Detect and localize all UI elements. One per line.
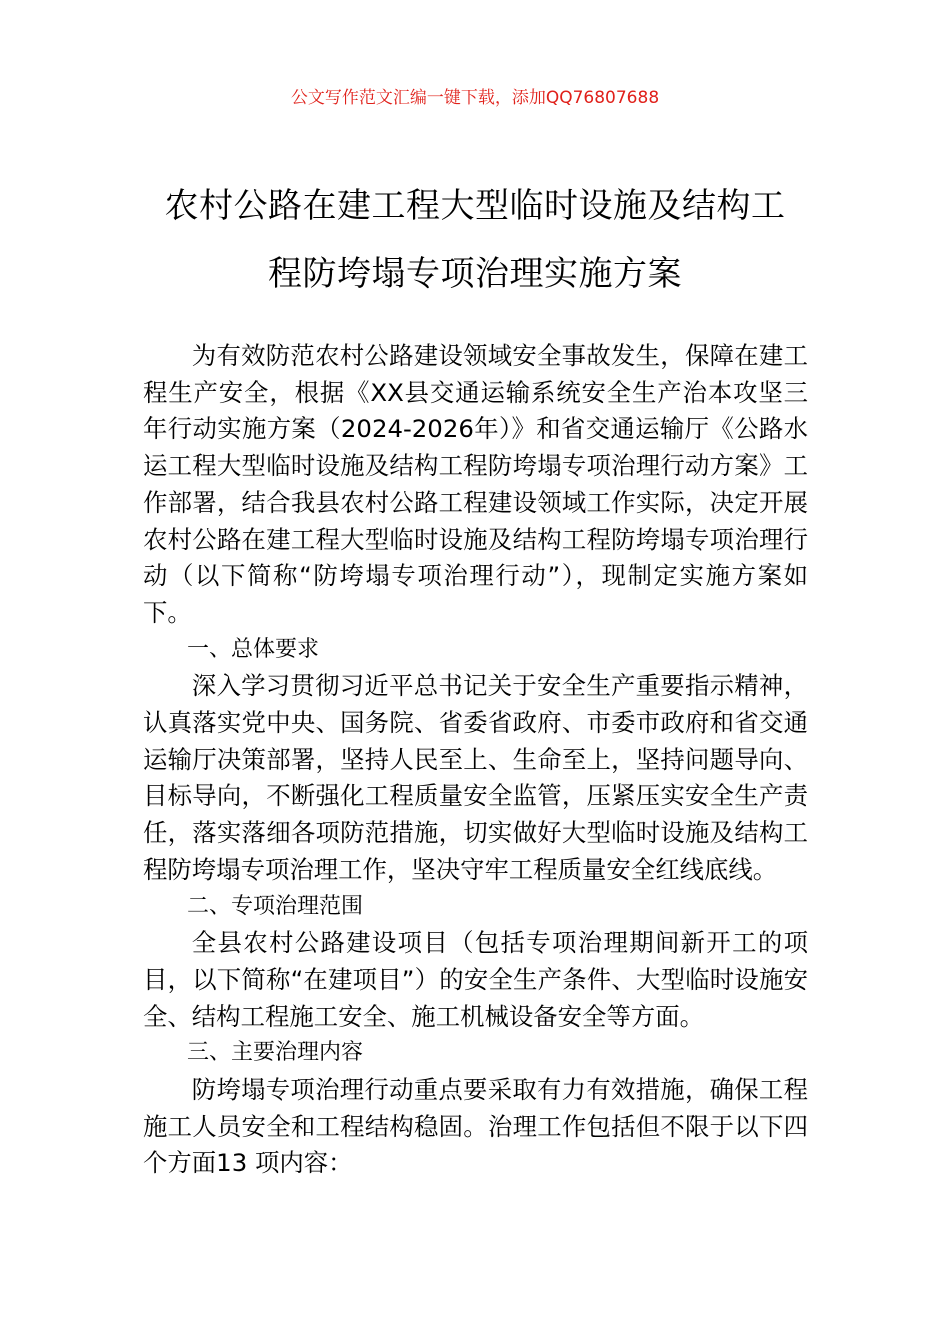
document-title [0, 172, 950, 308]
document-body [143, 338, 808, 1182]
section-paragraph-1: 深入学习贯彻习近平总书记关于安全生产重要指示精神，认真落实党中央、国务院、省委省政府、市委市政府和省交通运输厅决策部署，坚持人民至上、生命至上，坚持问题导向、目标导向，不断强化工程质量安全监管，压紧压实安全生产责任，落实落细各项防范措施，切实做好大型临时设施及结构工程防垮塌专项治理工作，坚决守牢工程质量安全红线底线。 [143, 671, 808, 884]
section-paragraph-2: 全县农村公路建设项目（包括专项治理期间新开工的项目，以下简称“在建项目”）的安全生产条件、大型临时设施安全、结构工程施工安全、施工机械设备安全等方面。 [143, 928, 808, 1031]
section-paragraph-3: 防垮塌专项治理行动重点要采取有力有效措施，确保工程施工人员安全和工程结构稳固。治理工作包括但不限于以下四个方面13 项内容： [143, 1075, 808, 1178]
section-heading-2: 二、专项治理范围 [187, 893, 364, 919]
title-line-1: 农村公路在建工程大型临时设施及结构工 [164, 186, 786, 226]
title-line-2: 程防垮塌专项治理实施方案 [268, 254, 682, 294]
section-heading-3: 三、主要治理内容 [187, 1040, 364, 1066]
download-banner: 公文写作范文汇编一键下载，添加QQ76807688 [290, 88, 660, 108]
intro-paragraph: 为有效防范农村公路建设领域安全事故发生，保障在建工程生产安全，根据《XX县交通运输系统安全生产治本攻坚三年行动实施方案（2024-2026年）》和省交通运输厅《公路水运工程大型临时设施及结构工程防垮塌专项治理行动方案》工作部署，结合我县农村公路工程建设领域工作实际，决定开展农村公路在建工程大型临时设施及结构工程防垮塌专项治理行动（以下简称“防垮塌专项治理行动”），现制定实施方案如下。 [143, 341, 808, 627]
section-heading-1: 一、总体要求 [187, 636, 320, 662]
